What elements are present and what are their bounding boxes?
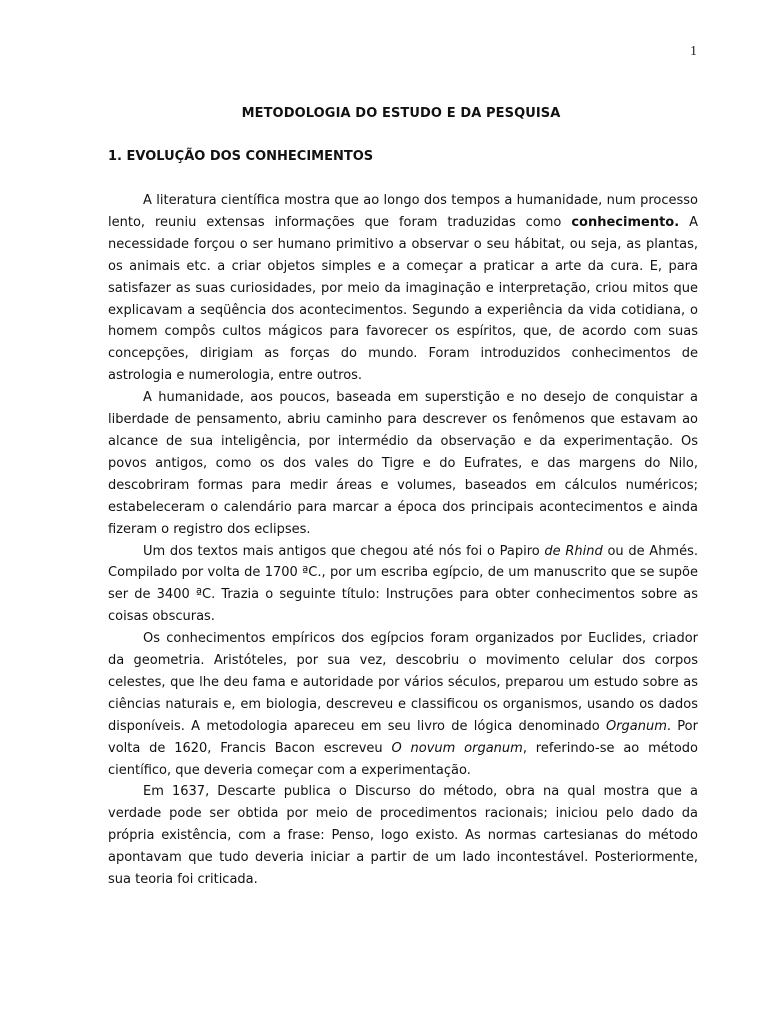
section-heading: 1. EVOLUÇÃO DOS CONHECIMENTOS [108, 149, 374, 164]
paragraph-text: A humanidade, aos poucos, baseada em superstição e no desejo de conquistar a liberdade de pensamento, abriu caminho para descrever os fenômenos que estavam ao alcance de sua inteligência, por intermédio da observação e da experimentação. Os povos antigos, como os dos vales do Tigre e do Eufrates, e das margens do Nilo, descobriram formas para medir áreas e volumes, baseados em cálculos numéricos; estabeleceram o calendário para marcar a época dos principais acontecimentos e ainda fizeram o registro dos eclipses. [108, 390, 698, 537]
paragraph [108, 387, 698, 540]
page-number: 1 [690, 44, 697, 59]
paragraph-text: , referindo-se ao método científico, que deveria começar com a experimentação. [108, 740, 699, 778]
paragraph-text: A necessidade forçou o ser humano primitivo a observar o seu hábitat, ou seja, as plantas, os animais etc. a criar objetos simples e a começar a praticar a arte da cura. E, para satisfazer as suas curiosidades, por meio da imaginação e interpretação, criou mitos que explicavam a seqüência dos acontecimentos. Segundo a experiência da vida cotidiana, o homem compôs cultos mágicos para favorecer os espíritos, que, de acordo com suas concepções, dirigiam as forças do mundo. Foram introduzidos conhecimentos de astrologia e numerologia, entre outros. [108, 214, 698, 384]
italic-term: O novum organum [391, 740, 523, 756]
paragraph-text: Os conhecimentos empíricos dos egípcios foram organizados por Euclides, criador da geometria. Aristóteles, por sua vez, descobriu o movimento celular dos corpos celestes, que lhe deu fama e autoridade por vários séculos, preparou um estudo sobre as ciências naturais e, em biologia, descreveu e classificou os organismos, usando os dados disponíveis. A metodologia apareceu em seu livro de lógica denominado [108, 631, 698, 734]
italic-term: de Rhind [544, 543, 603, 559]
paragraph [108, 190, 698, 387]
paragraph-text: . Por volta de 1620, Francis Bacon escreveu [108, 718, 698, 756]
document-title: METODOLOGIA DO ESTUDO E DA PESQUISA [241, 106, 561, 121]
italic-term: Organum [605, 718, 667, 734]
paragraph-text: Um dos textos mais antigos que chegou até nós foi o Papiro [143, 543, 545, 559]
paragraph [108, 628, 698, 781]
paragraph [108, 541, 698, 629]
paragraph [108, 781, 698, 891]
paragraph-text: ou de Ahmés. Compilado por volta de 1700 ªC., por um escriba egípcio, de um manuscrito que se supõe ser de 3400 ªC. Trazia o seguinte título: Instruções para obter conhecimentos sobre as coisas obscuras. [108, 543, 698, 625]
paragraph-text: A literatura científica mostra que ao longo dos tempos a humanidade, num processo lento, reuniu extensas informações que foram traduzidas como [108, 193, 698, 230]
body-text [108, 190, 698, 891]
bold-term: conhecimento. [571, 214, 680, 230]
paragraph-text: Em 1637, Descarte publica o Discurso do método, obra na qual mostra que a verdade pode ser obtida por meio de procedimentos racionais; iniciou pelo dado da própria existência, com a frase: Penso, logo existo. As normas cartesianas do método apontavam que tudo deveria iniciar a partir de um lado incontestável. Posteriormente, sua teoria foi criticada. [108, 784, 698, 888]
